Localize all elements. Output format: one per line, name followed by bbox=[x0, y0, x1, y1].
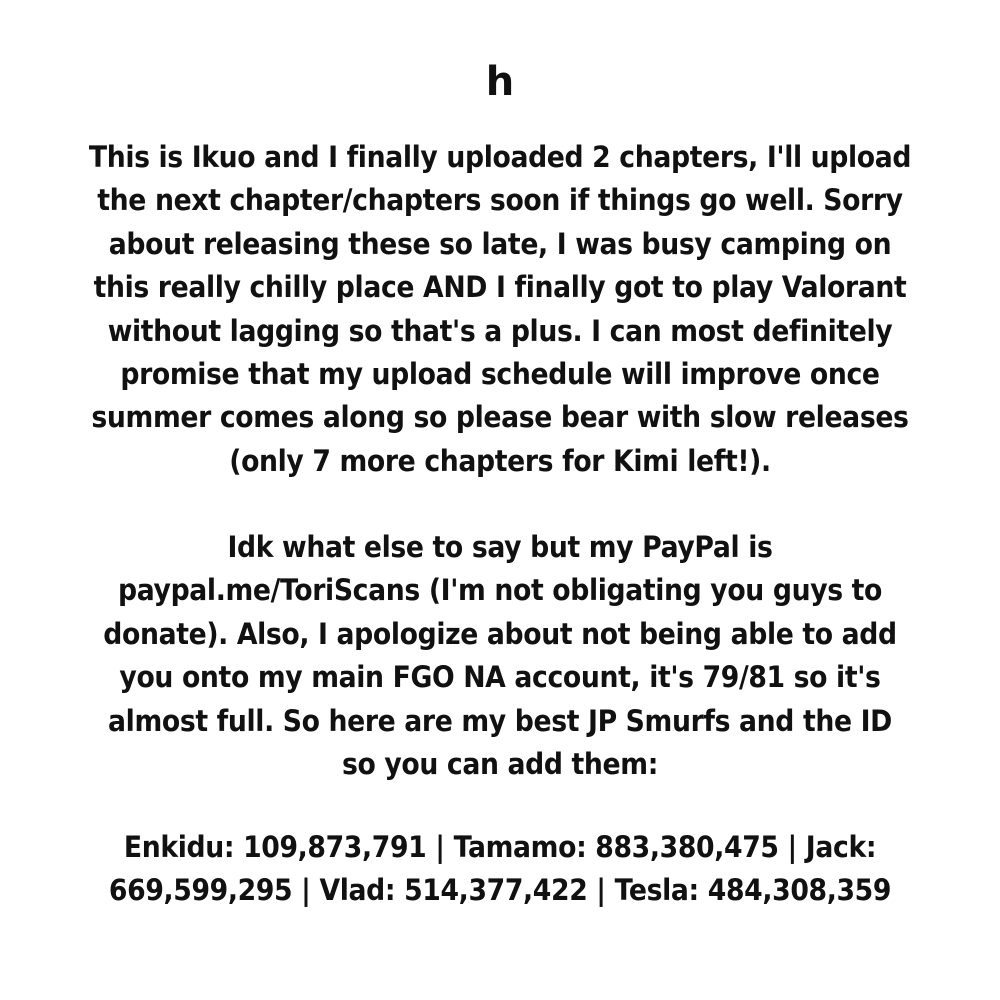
text-line: donate). Also, I apologize about not being able to add bbox=[103, 616, 897, 651]
text-line: This is Ikuo and I finally uploaded 2 chapters, I'll upload bbox=[88, 140, 912, 174]
text-line: you onto my main FGO NA account, it's 79/81 so it's bbox=[119, 660, 881, 695]
text-line: almost full. So here are my best JP Smurfs and the ID bbox=[108, 703, 892, 738]
text-line: about releasing these so late, I was busy camping on bbox=[108, 226, 892, 261]
text-line: (only 7 more chapters for Kimi left!). bbox=[229, 443, 771, 478]
text-line: Enkidu: 109,873,791 | Tamamo: 883,380,475 | Jack: bbox=[123, 830, 877, 864]
text-line: paypal.me/ToriScans (I'm not obligating you guys to bbox=[117, 573, 883, 608]
text-line: Idk what else to say but my PayPal is bbox=[227, 530, 773, 564]
text-line: without lagging so that's a plus. I can most definitely bbox=[107, 313, 893, 348]
text-line: the next chapter/chapters soon if things go well. Sorry bbox=[97, 183, 903, 218]
friend-id-paragraph bbox=[30, 826, 970, 913]
header-mark: h bbox=[485, 59, 515, 105]
text-line: so you can add them: bbox=[341, 747, 659, 782]
update-note-paragraph bbox=[30, 136, 970, 483]
text-line: promise that my upload schedule will improve once bbox=[120, 357, 880, 392]
text-line: summer comes along so please bear with slow releases bbox=[91, 400, 909, 435]
text-line: this really chilly place AND I finally got to play Valorant bbox=[93, 270, 907, 305]
text-line: 669,599,295 | Vlad: 514,377,422 | Tesla: 484,308,359 bbox=[108, 873, 892, 908]
paypal-note-paragraph bbox=[30, 526, 970, 786]
